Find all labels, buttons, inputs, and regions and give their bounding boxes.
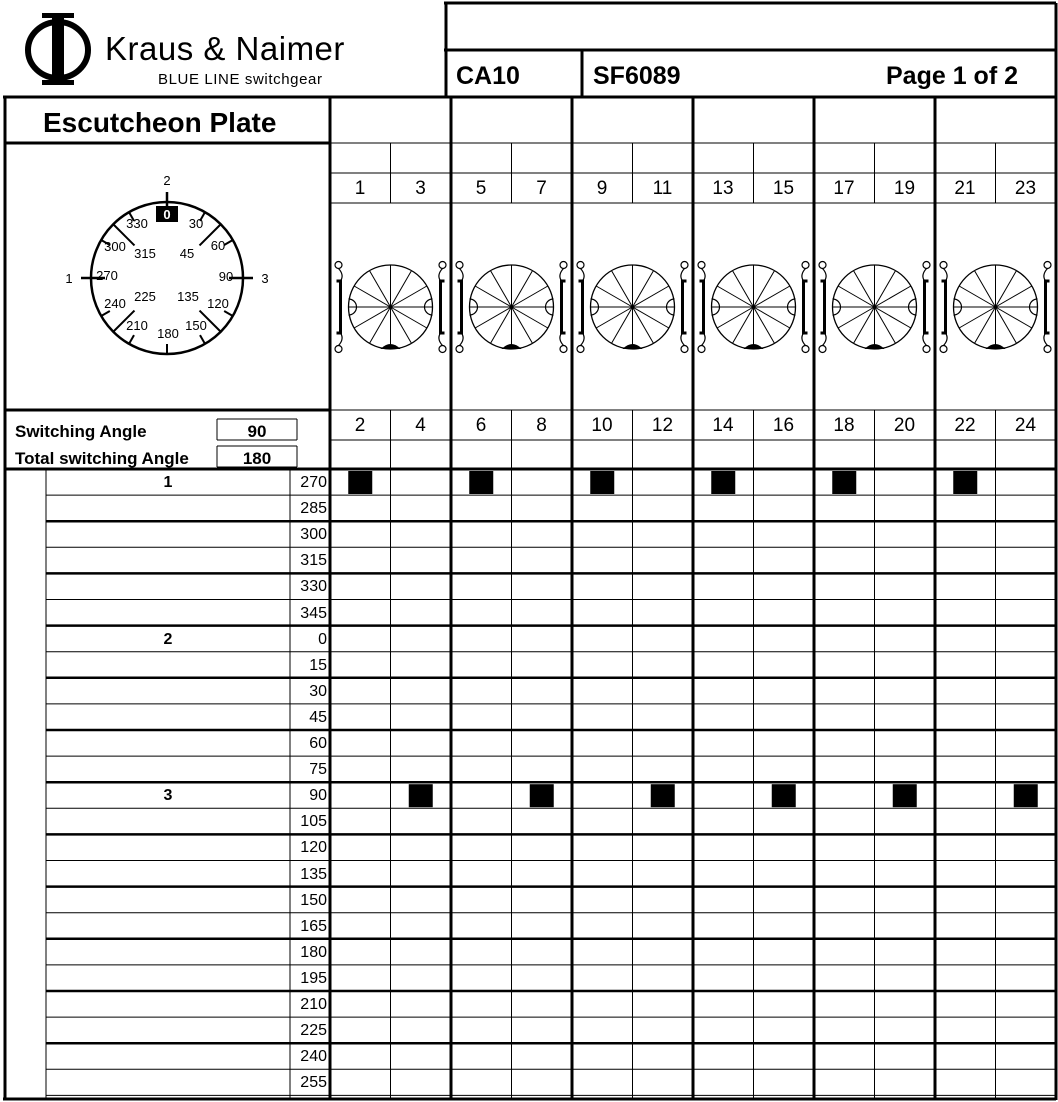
angle-label: 225 — [300, 1022, 327, 1040]
closed-contact-mark — [1014, 784, 1038, 807]
contact-cam-diagram — [940, 262, 1051, 353]
model-number: CA10 — [456, 62, 520, 90]
closed-contact-mark — [832, 471, 856, 494]
angle-label: 75 — [309, 761, 327, 779]
dial-angle-label: 90 — [218, 269, 234, 284]
dial-angle-label: 30 — [188, 216, 204, 231]
total-switching-angle-label: Total switching Angle — [15, 449, 189, 468]
angle-label: 135 — [300, 865, 327, 883]
bottom-terminal-number: 12 — [651, 415, 674, 436]
dial-angle-label: 135 — [177, 289, 199, 304]
phi-logo-icon — [28, 13, 88, 85]
angle-label: 240 — [300, 1048, 327, 1066]
angle-label: 270 — [300, 474, 327, 491]
angle-label: 0 — [318, 630, 327, 648]
switching-angle-label: Switching Angle — [15, 422, 147, 441]
closed-contact-mark — [711, 471, 735, 494]
angle-label: 60 — [309, 735, 327, 752]
top-terminal-number: 13 — [712, 178, 734, 199]
bottom-terminal-number: 18 — [833, 415, 855, 436]
brand-name: Kraus & Naimer — [105, 30, 345, 67]
dial-angle-label: 45 — [179, 246, 195, 261]
closed-contact-mark — [530, 784, 554, 807]
top-terminal-number: 19 — [893, 178, 916, 199]
angle-label: 30 — [309, 682, 327, 700]
dial-angle-label: 225 — [134, 289, 156, 304]
contact-cam-diagram — [819, 262, 930, 353]
angle-label: 105 — [300, 813, 327, 831]
angle-label: 15 — [309, 656, 327, 674]
angle-label: 285 — [300, 500, 327, 518]
top-terminal-number: 9 — [596, 178, 608, 199]
bottom-terminal-number: 22 — [954, 415, 976, 436]
bottom-terminal-number: 20 — [893, 415, 916, 436]
dial-angle-label: 120 — [207, 296, 229, 311]
top-terminal-number: 1 — [354, 178, 366, 199]
bottom-terminal-number: 6 — [475, 415, 487, 436]
dial-angle-label: 270 — [96, 268, 118, 283]
angle-label: 345 — [300, 604, 327, 622]
contact-cam-diagram — [577, 262, 688, 353]
contact-cam-diagram — [335, 262, 446, 353]
closed-contact-mark — [409, 784, 433, 807]
closed-contact-mark — [953, 471, 977, 494]
angle-label: 150 — [300, 891, 327, 909]
bottom-terminal-number: 4 — [415, 415, 426, 436]
top-terminal-number: 3 — [415, 178, 426, 199]
brand-subtitle: BLUE LINE switchgear — [158, 71, 323, 88]
top-terminal-number: 11 — [652, 178, 673, 199]
section-title: Escutcheon Plate — [43, 107, 277, 138]
bottom-terminal-number: 14 — [712, 415, 734, 436]
escutcheon-dial — [65, 173, 268, 354]
dial-position-label: 3 — [261, 271, 269, 286]
angle-label: 45 — [309, 708, 327, 726]
angle-label: 90 — [309, 787, 327, 805]
page-indicator: Page 1 of 2 — [886, 62, 1018, 90]
top-terminal-number: 5 — [475, 178, 487, 199]
total-switching-angle-value: 180 — [242, 449, 272, 468]
angle-label: 300 — [300, 526, 327, 544]
switching-angle-value: 90 — [247, 422, 267, 441]
angle-label: 165 — [300, 917, 327, 935]
closed-contact-mark — [348, 471, 372, 494]
top-terminal-number: 23 — [1014, 178, 1037, 199]
bottom-terminal-number: 16 — [772, 415, 795, 436]
contact-cam-diagram — [698, 262, 809, 353]
dial-angle-label: 60 — [210, 238, 226, 253]
closed-contact-mark — [469, 471, 493, 494]
angle-label: 120 — [300, 839, 327, 857]
closed-contact-mark — [651, 784, 675, 807]
dial-angle-label: 330 — [126, 216, 148, 231]
top-terminal-number: 21 — [954, 178, 976, 199]
angle-label: 180 — [300, 943, 327, 961]
dial-angle-label: 0 — [163, 207, 171, 222]
top-terminal-number: 7 — [536, 178, 547, 199]
bottom-terminal-number: 8 — [536, 415, 547, 436]
position-label: 2 — [163, 630, 173, 648]
top-terminal-number: 17 — [833, 178, 855, 199]
dial-angle-label: 150 — [185, 318, 207, 333]
dial-angle-label: 315 — [134, 246, 156, 261]
position-label: 1 — [163, 474, 173, 491]
dial-angle-label: 180 — [157, 326, 179, 341]
angle-label: 315 — [300, 552, 327, 570]
closed-contact-mark — [772, 784, 796, 807]
dial-position-label: 1 — [65, 271, 73, 286]
angle-label: 210 — [300, 996, 327, 1013]
bottom-terminal-number: 10 — [591, 415, 613, 436]
contact-cam-diagram — [456, 262, 567, 353]
top-terminal-number: 15 — [772, 178, 795, 199]
angle-label: 255 — [300, 1074, 327, 1092]
position-label: 3 — [163, 787, 173, 805]
angle-label: 330 — [300, 578, 327, 596]
dial-angle-label: 240 — [104, 296, 126, 311]
closed-contact-mark — [893, 784, 917, 807]
dial-angle-label: 300 — [104, 239, 126, 254]
angle-label: 195 — [300, 969, 327, 987]
bottom-terminal-number: 2 — [354, 415, 366, 436]
bottom-terminal-number: 24 — [1014, 415, 1037, 436]
closed-contact-mark — [590, 471, 614, 494]
dial-angle-label: 210 — [126, 318, 148, 333]
program-code: SF6089 — [593, 62, 681, 90]
dial-position-label: 2 — [163, 173, 171, 188]
